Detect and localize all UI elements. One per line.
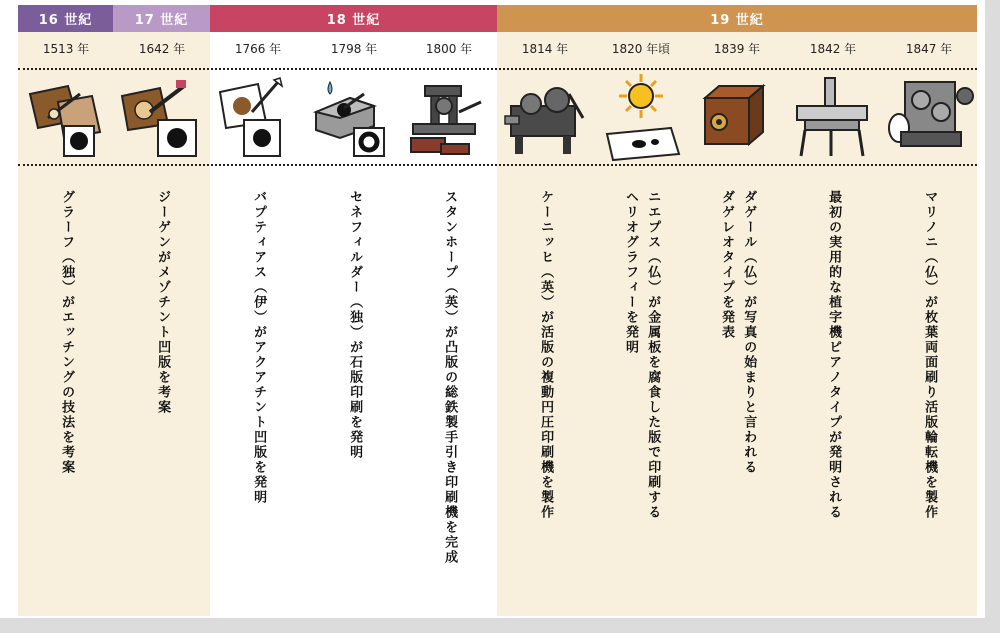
year-label: 1513 年 (42, 42, 90, 56)
cylinder-press-icon (497, 72, 593, 164)
heliography-sun-icon (593, 72, 689, 164)
dotted-divider-bottom (18, 164, 977, 166)
iron-hand-press-icon (401, 72, 497, 164)
event-text: セネフィルダー（独）が石版印刷を発明 (347, 190, 363, 460)
year-label: 1847 年 (905, 42, 953, 56)
event-text: マリノニ（仏）が枚葉両面刷り活版輪転機を製作 (922, 190, 938, 520)
year-label: 1798 年 (330, 42, 378, 56)
event-text: ケーニッヒ（英）が活版の複動円圧印刷機を製作 (538, 190, 554, 520)
year-label: 1842 年 (809, 42, 857, 56)
event-description (497, 190, 593, 520)
year-label: 1820 年頃 (611, 42, 671, 56)
century-header-17: 17 世紀 (113, 5, 210, 32)
century-header-16: 16 世紀 (18, 5, 113, 32)
event-text: バプティアス（伊）がアクアチント凹版を発明 (251, 190, 267, 505)
event-description (210, 190, 306, 505)
typesetting-machine-icon (785, 72, 881, 164)
year-label: 1642 年 (138, 42, 186, 56)
window-frame-right (985, 0, 1000, 633)
event-description (593, 190, 689, 520)
event-description (18, 190, 114, 475)
event-description (785, 190, 881, 520)
event-text: グラーフ（独）がエッチングの技法を考案 (59, 190, 75, 475)
event-text: ダゲール（仏）が写真の始まりと言われる (741, 190, 757, 475)
dotted-divider-top (18, 68, 977, 70)
event-description (306, 190, 402, 460)
event-description (689, 190, 785, 475)
century-header-18: 18 世紀 (210, 5, 497, 32)
event-text: ジーゲンがメゾチント凹版を考案 (155, 190, 171, 415)
event-text: スタンホープ（英）が凸版の総鉄製手引き印刷機を完成 (442, 190, 458, 565)
year-label: 1839 年 (713, 42, 761, 56)
event-description (114, 190, 210, 415)
event-text: ヘリオグラフィーを発明 (623, 190, 638, 355)
event-description (401, 190, 497, 565)
aquatint-plate-icon (210, 72, 306, 164)
year-label: 1766 年 (234, 42, 282, 56)
mezzotint-plate-icon (114, 72, 210, 164)
rotary-press-icon (881, 72, 977, 164)
year-label: 1800 年 (425, 42, 473, 56)
window-frame-bottom (0, 618, 1000, 633)
event-text: ダゲレオタイプを発表 (719, 190, 734, 340)
century-header-19: 19 世紀 (497, 5, 977, 32)
event-text: 最初の実用的な植字機ピアノタイプが発明される (826, 190, 842, 520)
lithography-stone-icon (306, 72, 402, 164)
daguerreotype-camera-icon (689, 72, 785, 164)
etching-plate-icon (18, 72, 114, 164)
event-text: ニエプス（仏）が金属板を腐食した版で印刷する (645, 190, 661, 520)
year-label: 1814 年 (521, 42, 569, 56)
event-description (881, 190, 977, 520)
